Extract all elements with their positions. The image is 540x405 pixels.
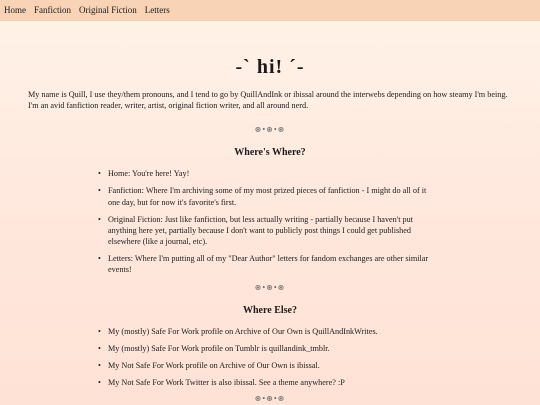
list-item: • My (mostly) Safe For Work profile on Tumblr is quillandink_tmblr.	[98, 344, 330, 354]
list-item: • Letters: Where I'm putting all of my "Dear Author" letters for fandom exchanges are other similar events!	[98, 253, 429, 274]
nav-fanfiction[interactable]: Fanfiction	[34, 5, 71, 16]
bullet-icon: •	[98, 253, 101, 263]
main-content	[0, 53, 540, 405]
bullet-icon: •	[98, 344, 101, 354]
bullet-icon: •	[98, 214, 101, 224]
nav-letters[interactable]: Letters	[144, 5, 170, 16]
list-item: • My (mostly) Safe For Work profile on Archive of Our Own is QuillAndInkWrites.	[98, 327, 378, 337]
list-item: • My Not Safe For Work profile on Archive of Our Own is ibissal.	[98, 361, 320, 371]
where-else-list	[28, 326, 512, 388]
divider-ornament: ⊛•⊛•⊛	[254, 125, 286, 135]
bullet-icon: •	[98, 361, 101, 371]
intro-paragraph: My name is Quill, I use they/them pronouns, and I tend to go by QuillAndInk or ibissal around the interwebs depending on how steamy I'm being. I'm an avid fanfiction reader, writer, artist, original fiction writer, and all around nerd.	[28, 90, 508, 111]
divider-ornament: ⊛•⊛•⊛	[254, 394, 286, 404]
bullet-icon: •	[98, 169, 101, 179]
section-heading-where: Where's Where?	[234, 146, 306, 158]
list-item: • Fanfiction: Where I'm archiving some of my most prized pieces of fanfiction - I might do all of it one day, but for now it's favorite's first.	[98, 186, 427, 207]
page-title: -ˋ hi! ˊ-	[235, 56, 305, 78]
where-list	[28, 168, 512, 275]
list-item: • Original Fiction: Just like fanfiction, but less actually writing - partially because I haven't put anything here yet, partially because I don't want to publicly post things I could get published elsewhere (like a journal, etc).	[98, 214, 414, 246]
section-heading-where-else: Where Else?	[243, 304, 297, 316]
bullet-icon: •	[98, 327, 101, 337]
bullet-icon: •	[98, 378, 101, 388]
nav-original-fiction[interactable]: Original Fiction	[79, 5, 137, 16]
divider-ornament: ⊛•⊛•⊛	[254, 282, 286, 292]
list-item: • Home: You're here! Yay!	[98, 169, 190, 179]
list-item: • My Not Safe For Work Twitter is also ibissal. See a theme anywhere? :P	[98, 378, 345, 388]
top-nav	[0, 0, 540, 21]
nav-home[interactable]: Home	[4, 5, 26, 16]
bullet-icon: •	[98, 186, 101, 196]
